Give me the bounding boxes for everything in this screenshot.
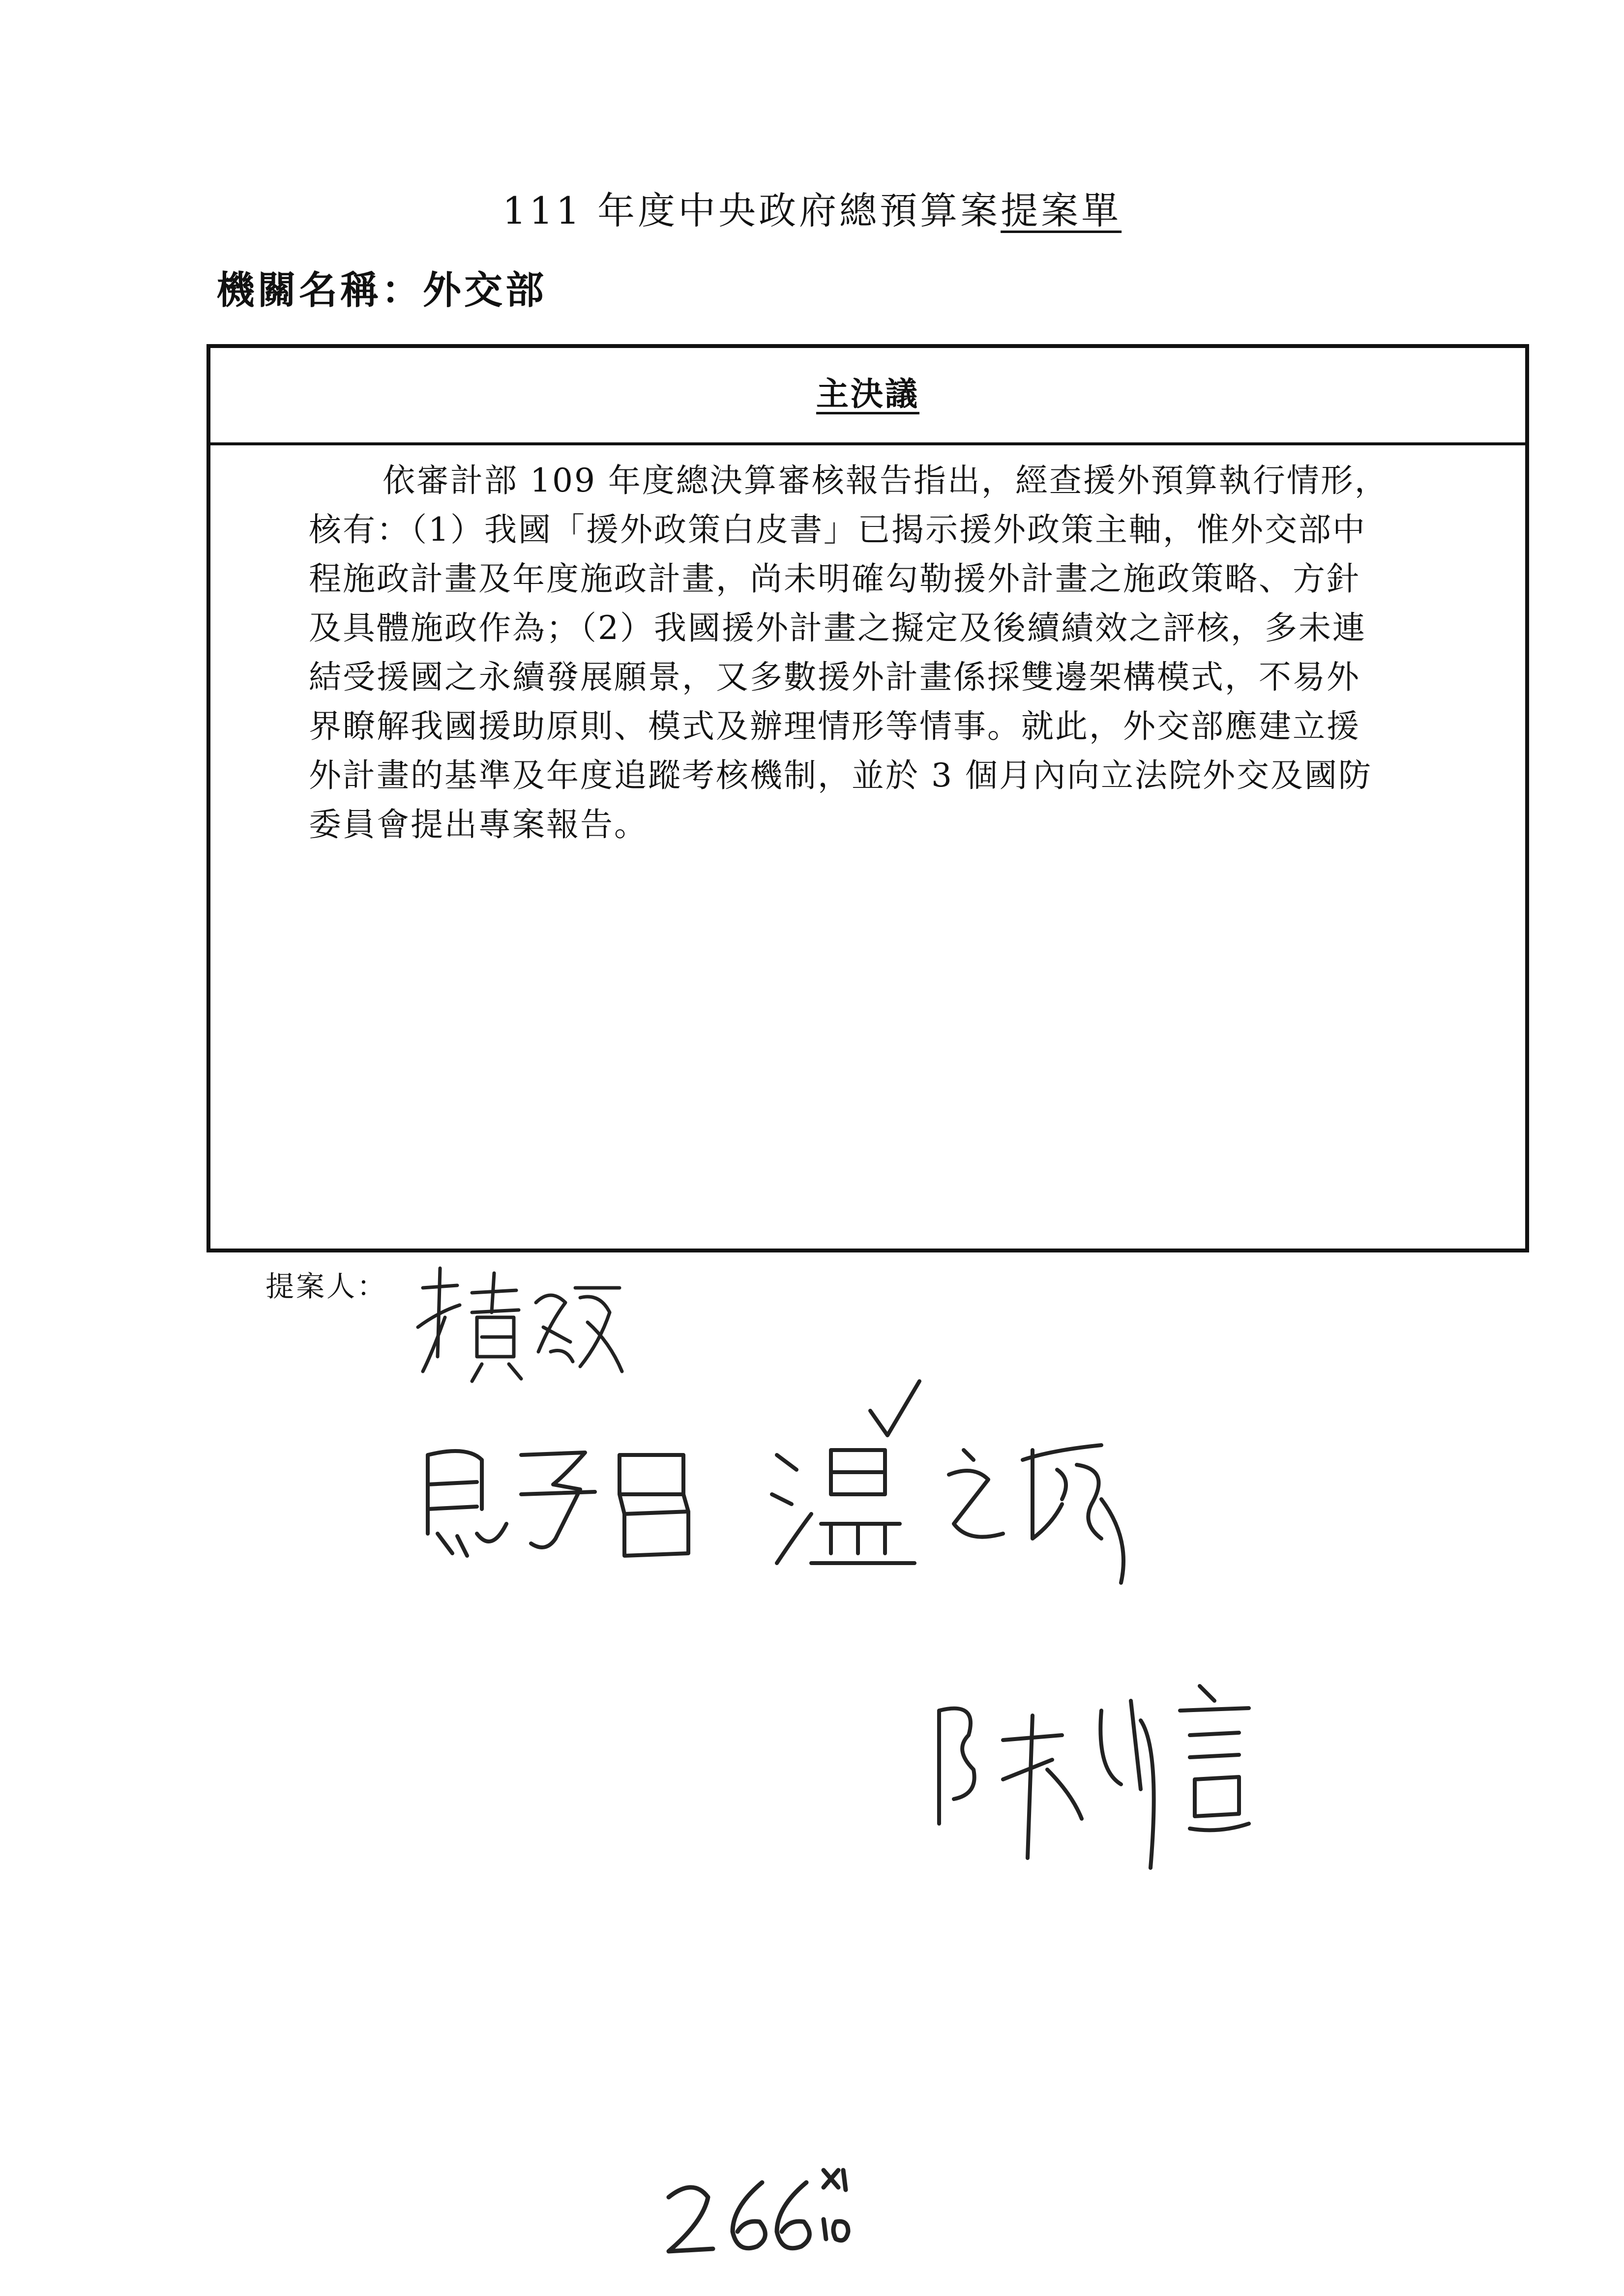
body-line: 委員會提出專案報告。 bbox=[309, 806, 648, 843]
body-line: 結受援國之永續發展願景，又多數援外計畫係採雙邊架構模式，不易外 bbox=[309, 658, 1360, 696]
form-header: 主決議 bbox=[816, 375, 919, 413]
proposal-form-box bbox=[207, 344, 1529, 1252]
body-line: 界瞭解我國援助原則、模式及辦理情形等情事。就此，外交部應建立援 bbox=[309, 707, 1360, 745]
resolution-body bbox=[309, 456, 1533, 849]
handwritten-signature-1 bbox=[403, 1258, 629, 1386]
title-suffix: 提案單 bbox=[1001, 189, 1122, 233]
agency-name: 機關名稱：外交部 bbox=[216, 268, 547, 313]
handwritten-signature-2 bbox=[408, 1425, 723, 1583]
handwritten-signature-4 bbox=[924, 1671, 1318, 1888]
form-header-cell bbox=[210, 348, 1525, 445]
document-title bbox=[0, 181, 1624, 234]
title-prefix: 111 年度中央政府總預算案 bbox=[502, 189, 1001, 233]
body-line: 依審計部 109 年度總決算審核報告指出，經查援外預算執行情形， bbox=[383, 462, 1388, 499]
page-number-handwritten bbox=[654, 2158, 860, 2273]
body-line: 及具體施政作為；（2）我國援外計畫之擬定及後續績效之評核，多未連 bbox=[309, 609, 1366, 647]
body-line: 外計畫的基準及年度追蹤考核機制，並於 3 個月內向立法院外交及國防 bbox=[309, 756, 1372, 794]
handwritten-signature-3 bbox=[757, 1376, 1160, 1602]
body-line: 核有：（1）我國「援外政策白皮書」已揭示援外政策主軸，惟外交部中 bbox=[309, 511, 1366, 549]
proposer-label: 提案人： bbox=[266, 1270, 388, 1303]
body-line: 程施政計畫及年度施政計畫，尚未明確勾勒援外計畫之施政策略、方針 bbox=[309, 560, 1360, 598]
